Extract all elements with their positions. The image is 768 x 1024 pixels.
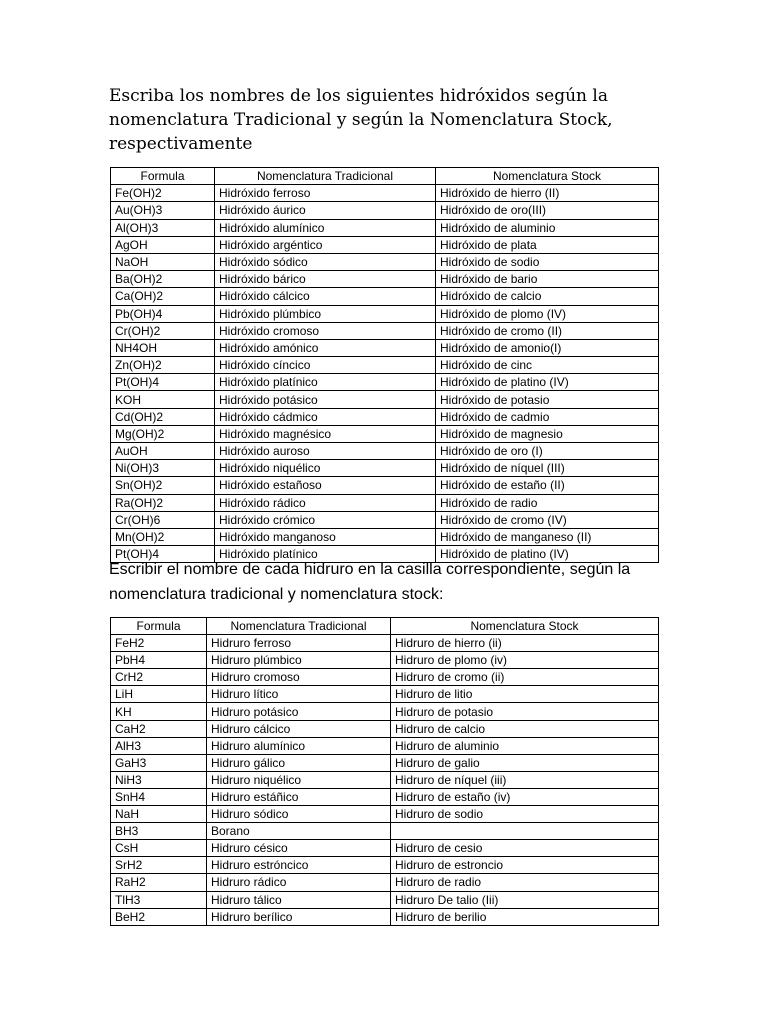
cell-traditional-name: Hidruro estáñico	[207, 788, 391, 805]
cell-stock-name: Hidruro De talio (Iii)	[391, 891, 659, 908]
table-row	[111, 908, 659, 925]
cell-traditional-name: Hidróxido potásico	[215, 391, 436, 408]
table-row	[111, 528, 659, 545]
cell-traditional-name: Hidróxido magnésico	[215, 425, 436, 442]
table-row	[111, 754, 659, 771]
cell-formula: BeH2	[111, 908, 207, 925]
table-row	[111, 253, 659, 270]
table-row	[111, 874, 659, 891]
cell-formula: KOH	[111, 391, 215, 408]
table-row	[111, 477, 659, 494]
cell-formula: RaH2	[111, 874, 207, 891]
cell-stock-name: Hidróxido de oro (I)	[436, 443, 659, 460]
hydroxides-instruction: Escriba los nombres de los siguientes hidróxidos según la nomenclatura Tradicional y según la Nomenclatura Stock, respectivamente	[109, 86, 613, 154]
column-header-stock: Nomenclatura Stock	[436, 168, 659, 185]
cell-stock-name: Hidróxido de manganeso (II)	[436, 528, 659, 545]
cell-stock-name: Hidróxido de plata	[436, 236, 659, 253]
cell-stock-name: Hidróxido de cromo (II)	[436, 322, 659, 339]
cell-stock-name: Hidruro de plomo (iv)	[391, 652, 659, 669]
table-row	[111, 374, 659, 391]
cell-stock-name: Hidruro de sodio	[391, 806, 659, 823]
cell-formula: Sn(OH)2	[111, 477, 215, 494]
table-row	[111, 669, 659, 686]
cell-formula: AlH3	[111, 737, 207, 754]
cell-traditional-name: Hidruro tálico	[207, 891, 391, 908]
cell-stock-name: Hidróxido de cromo (IV)	[436, 511, 659, 528]
cell-formula: Mg(OH)2	[111, 425, 215, 442]
cell-formula: AuOH	[111, 443, 215, 460]
cell-stock-name: Hidróxido de calcio	[436, 288, 659, 305]
cell-formula: KH	[111, 703, 207, 720]
cell-traditional-name: Hidróxido crómico	[215, 511, 436, 528]
cell-formula: Pt(OH)4	[111, 546, 215, 563]
cell-traditional-name: Hidróxido argéntico	[215, 236, 436, 253]
cell-stock-name: Hidróxido de magnesio	[436, 425, 659, 442]
cell-formula: Zn(OH)2	[111, 357, 215, 374]
table-row	[111, 703, 659, 720]
cell-formula: NaOH	[111, 253, 215, 270]
cell-formula: CsH	[111, 840, 207, 857]
cell-formula: Cr(OH)6	[111, 511, 215, 528]
cell-traditional-name: Hidróxido sódico	[215, 253, 436, 270]
column-header-stock: Nomenclatura Stock	[391, 618, 659, 635]
table-row	[111, 322, 659, 339]
cell-formula: Fe(OH)2	[111, 185, 215, 202]
cell-traditional-name: Hidróxido platínico	[215, 374, 436, 391]
table-row	[111, 806, 659, 823]
cell-formula: FeH2	[111, 635, 207, 652]
cell-traditional-name: Hidruro estróncico	[207, 857, 391, 874]
cell-stock-name: Hidróxido de hierro (II)	[436, 185, 659, 202]
cell-stock-name: Hidruro de litio	[391, 686, 659, 703]
cell-stock-name: Hidruro de aluminio	[391, 737, 659, 754]
cell-formula: CaH2	[111, 720, 207, 737]
cell-traditional-name: Hidróxido áurico	[215, 202, 436, 219]
cell-stock-name: Hidróxido de sodio	[436, 253, 659, 270]
table-row	[111, 686, 659, 703]
cell-formula: LiH	[111, 686, 207, 703]
table-row	[111, 219, 659, 236]
cell-stock-name: Hidróxido de potasio	[436, 391, 659, 408]
cell-stock-name: Hidróxido de plomo (IV)	[436, 305, 659, 322]
cell-traditional-name: Hidróxido bárico	[215, 271, 436, 288]
table-header-row	[111, 168, 659, 185]
table-row	[111, 823, 659, 840]
table-row	[111, 271, 659, 288]
table-row	[111, 840, 659, 857]
cell-stock-name: Hidruro de potasio	[391, 703, 659, 720]
table-row	[111, 788, 659, 805]
cell-formula: Ba(OH)2	[111, 271, 215, 288]
cell-traditional-name: Hidruro potásico	[207, 703, 391, 720]
cell-stock-name: Hidruro de cromo (ii)	[391, 669, 659, 686]
cell-formula: TlH3	[111, 891, 207, 908]
table-row	[111, 494, 659, 511]
table-row	[111, 339, 659, 356]
cell-stock-name: Hidruro de calcio	[391, 720, 659, 737]
table-row	[111, 720, 659, 737]
cell-stock-name: Hidróxido de níquel (III)	[436, 460, 659, 477]
cell-traditional-name: Hidruro cálcico	[207, 720, 391, 737]
column-header-formula: Formula	[111, 618, 207, 635]
cell-stock-name: Hidruro de estroncio	[391, 857, 659, 874]
table-row	[111, 460, 659, 477]
cell-stock-name: Hidróxido de platino (IV)	[436, 374, 659, 391]
table-row	[111, 857, 659, 874]
cell-traditional-name: Hidróxido cromoso	[215, 322, 436, 339]
table-row	[111, 305, 659, 322]
cell-stock-name: Hidruro de galio	[391, 754, 659, 771]
cell-formula: PbH4	[111, 652, 207, 669]
cell-traditional-name: Hidróxido cálcico	[215, 288, 436, 305]
cell-formula: Pb(OH)4	[111, 305, 215, 322]
cell-stock-name: Hidruro de radio	[391, 874, 659, 891]
table-row	[111, 391, 659, 408]
hydroxides-table-body	[111, 185, 659, 563]
cell-traditional-name: Hidruro alumínico	[207, 737, 391, 754]
cell-traditional-name: Hidróxido ferroso	[215, 185, 436, 202]
cell-stock-name: Hidróxido de estaño (II)	[436, 477, 659, 494]
hydrides-table-body	[111, 635, 659, 926]
cell-stock-name: Hidróxido de platino (IV)	[436, 546, 659, 563]
cell-traditional-name: Hidruro césico	[207, 840, 391, 857]
table-row	[111, 737, 659, 754]
cell-formula: CrH2	[111, 669, 207, 686]
cell-formula: Au(OH)3	[111, 202, 215, 219]
cell-traditional-name: Hidróxido amónico	[215, 339, 436, 356]
cell-formula: Cd(OH)2	[111, 408, 215, 425]
cell-stock-name: Hidróxido de cinc	[436, 357, 659, 374]
column-header-traditional: Nomenclatura Tradicional	[215, 168, 436, 185]
table-row	[111, 425, 659, 442]
cell-traditional-name: Hidróxido rádico	[215, 494, 436, 511]
cell-formula: Mn(OH)2	[111, 528, 215, 545]
cell-traditional-name: Hidróxido auroso	[215, 443, 436, 460]
cell-formula: BH3	[111, 823, 207, 840]
cell-stock-name: Hidróxido de amonio(I)	[436, 339, 659, 356]
cell-stock-name: Hidróxido de cadmio	[436, 408, 659, 425]
hydroxides-table	[110, 167, 659, 563]
cell-traditional-name: Hidróxido estañoso	[215, 477, 436, 494]
cell-traditional-name: Hidruro gálico	[207, 754, 391, 771]
hydrides-table	[110, 617, 659, 926]
cell-formula: AgOH	[111, 236, 215, 253]
table-row	[111, 891, 659, 908]
column-header-formula: Formula	[111, 168, 215, 185]
table-header-row	[111, 618, 659, 635]
cell-traditional-name: Hidróxido manganoso	[215, 528, 436, 545]
cell-stock-name: Hidruro de estaño (iv)	[391, 788, 659, 805]
table-row	[111, 185, 659, 202]
cell-traditional-name: Hidruro berílico	[207, 908, 391, 925]
table-row	[111, 652, 659, 669]
cell-traditional-name: Hidróxido niquélico	[215, 460, 436, 477]
table-row	[111, 443, 659, 460]
cell-traditional-name: Hidruro niquélico	[207, 771, 391, 788]
cell-traditional-name: Hidróxido platínico	[215, 546, 436, 563]
cell-formula: Al(OH)3	[111, 219, 215, 236]
cell-traditional-name: Hidruro rádico	[207, 874, 391, 891]
cell-stock-name	[391, 823, 659, 840]
cell-formula: NiH3	[111, 771, 207, 788]
cell-traditional-name: Hidróxido alumínico	[215, 219, 436, 236]
column-header-traditional: Nomenclatura Tradicional	[207, 618, 391, 635]
cell-stock-name: Hidruro de berilio	[391, 908, 659, 925]
cell-traditional-name: Hidruro sódico	[207, 806, 391, 823]
cell-formula: NaH	[111, 806, 207, 823]
cell-traditional-name: Hidróxido plúmbico	[215, 305, 436, 322]
cell-formula: Ni(OH)3	[111, 460, 215, 477]
cell-formula: SrH2	[111, 857, 207, 874]
cell-formula: Cr(OH)2	[111, 322, 215, 339]
cell-traditional-name: Hidruro lítico	[207, 686, 391, 703]
cell-formula: Pt(OH)4	[111, 374, 215, 391]
table-row	[111, 511, 659, 528]
cell-formula: SnH4	[111, 788, 207, 805]
table-row	[111, 236, 659, 253]
cell-stock-name: Hidróxido de bario	[436, 271, 659, 288]
cell-stock-name: Hidróxido de radio	[436, 494, 659, 511]
cell-stock-name: Hidruro de níquel (iii)	[391, 771, 659, 788]
table-row	[111, 635, 659, 652]
table-row	[111, 771, 659, 788]
cell-traditional-name: Hidruro plúmbico	[207, 652, 391, 669]
cell-traditional-name: Hidróxido cádmico	[215, 408, 436, 425]
cell-traditional-name: Hidruro ferroso	[207, 635, 391, 652]
cell-formula: GaH3	[111, 754, 207, 771]
hydrides-instruction: Escribir el nombre de cada hidruro en la casilla correspondiente, según la nomenclatura tradicional y nomenclatura stock:	[109, 561, 631, 603]
cell-traditional-name: Hidróxido cíncico	[215, 357, 436, 374]
cell-stock-name: Hidróxido de aluminio	[436, 219, 659, 236]
cell-stock-name: Hidróxido de oro(III)	[436, 202, 659, 219]
table-row	[111, 202, 659, 219]
cell-stock-name: Hidruro de hierro (ii)	[391, 635, 659, 652]
cell-stock-name: Hidruro de cesio	[391, 840, 659, 857]
cell-formula: Ca(OH)2	[111, 288, 215, 305]
cell-traditional-name: Hidruro cromoso	[207, 669, 391, 686]
table-row	[111, 288, 659, 305]
cell-traditional-name: Borano	[207, 823, 391, 840]
table-row	[111, 408, 659, 425]
table-row	[111, 357, 659, 374]
cell-formula: Ra(OH)2	[111, 494, 215, 511]
cell-formula: NH4OH	[111, 339, 215, 356]
